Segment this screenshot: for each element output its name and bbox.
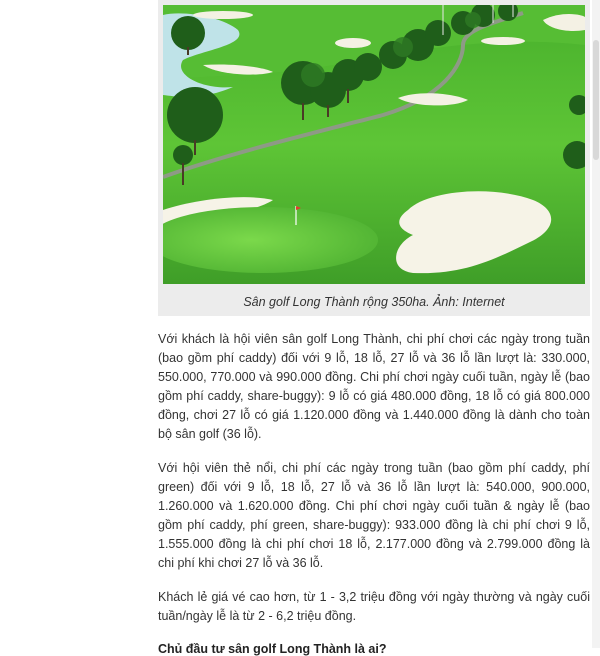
paragraph-guest-prices: Khách lẻ giá vé cao hơn, từ 1 - 3,2 triệu đồng với ngày thường và ngày cuối tuần/ngày lễ là từ 2 - 6,2 triệu đồng. [158,590,590,623]
scrollbar-thumb[interactable] [593,40,599,160]
article-figure [158,0,590,316]
paragraph-member-prices: Với khách là hội viên sân golf Long Thành, chi phí chơi các ngày trong tuần (bao gồm phí caddy) đối với 9 lỗ, 18 lỗ, 27 lỗ và 36 lỗ lần lượt là: 330.000, 550.000, 770.000 và 990.000 đồng. Chi phí chơi ngày cuối tuần, ngày lễ (bao gồm phí caddy, share-buggy): 9 lỗ có giá 480.000 đồng, 18 lỗ có giá 800.000 đồng, chơi 27 lỗ có giá 1.120.000 đồng và 1.440.000 đồng là dành cho toàn bộ sân golf (36 lỗ). [158,332,590,441]
section-heading: Chủ đầu tư sân golf Long Thành là ai? [158,642,387,656]
article-body [158,330,590,656]
golf-course-photo [163,5,585,284]
page-scrollbar[interactable] [592,0,600,648]
figure-caption: Sân golf Long Thành rộng 350ha. Ảnh: Internet [243,295,505,309]
paragraph-floating-card-prices: Với hội viên thẻ nổi, chi phí các ngày trong tuần (bao gồm phí caddy, phí green) đối với 9 lỗ, 18 lỗ, 27 lỗ và 36 lỗ lần lượt là: 540.000, 900.000, 1.260.000 và 1.620.000 đồng. Chi phí chơi ngày cuối tuần & ngày lễ (bao gồm phí caddy, phí green, share-buggy): 933.000 đồng là chi phí chơi 9 lỗ, 1.555.000 đồng là chi phí chơi 18 lỗ, 2.177.000 đồng và 2.799.000 đồng là chi phí khi chơi 27 lỗ và 36 lỗ. [158,461,590,570]
